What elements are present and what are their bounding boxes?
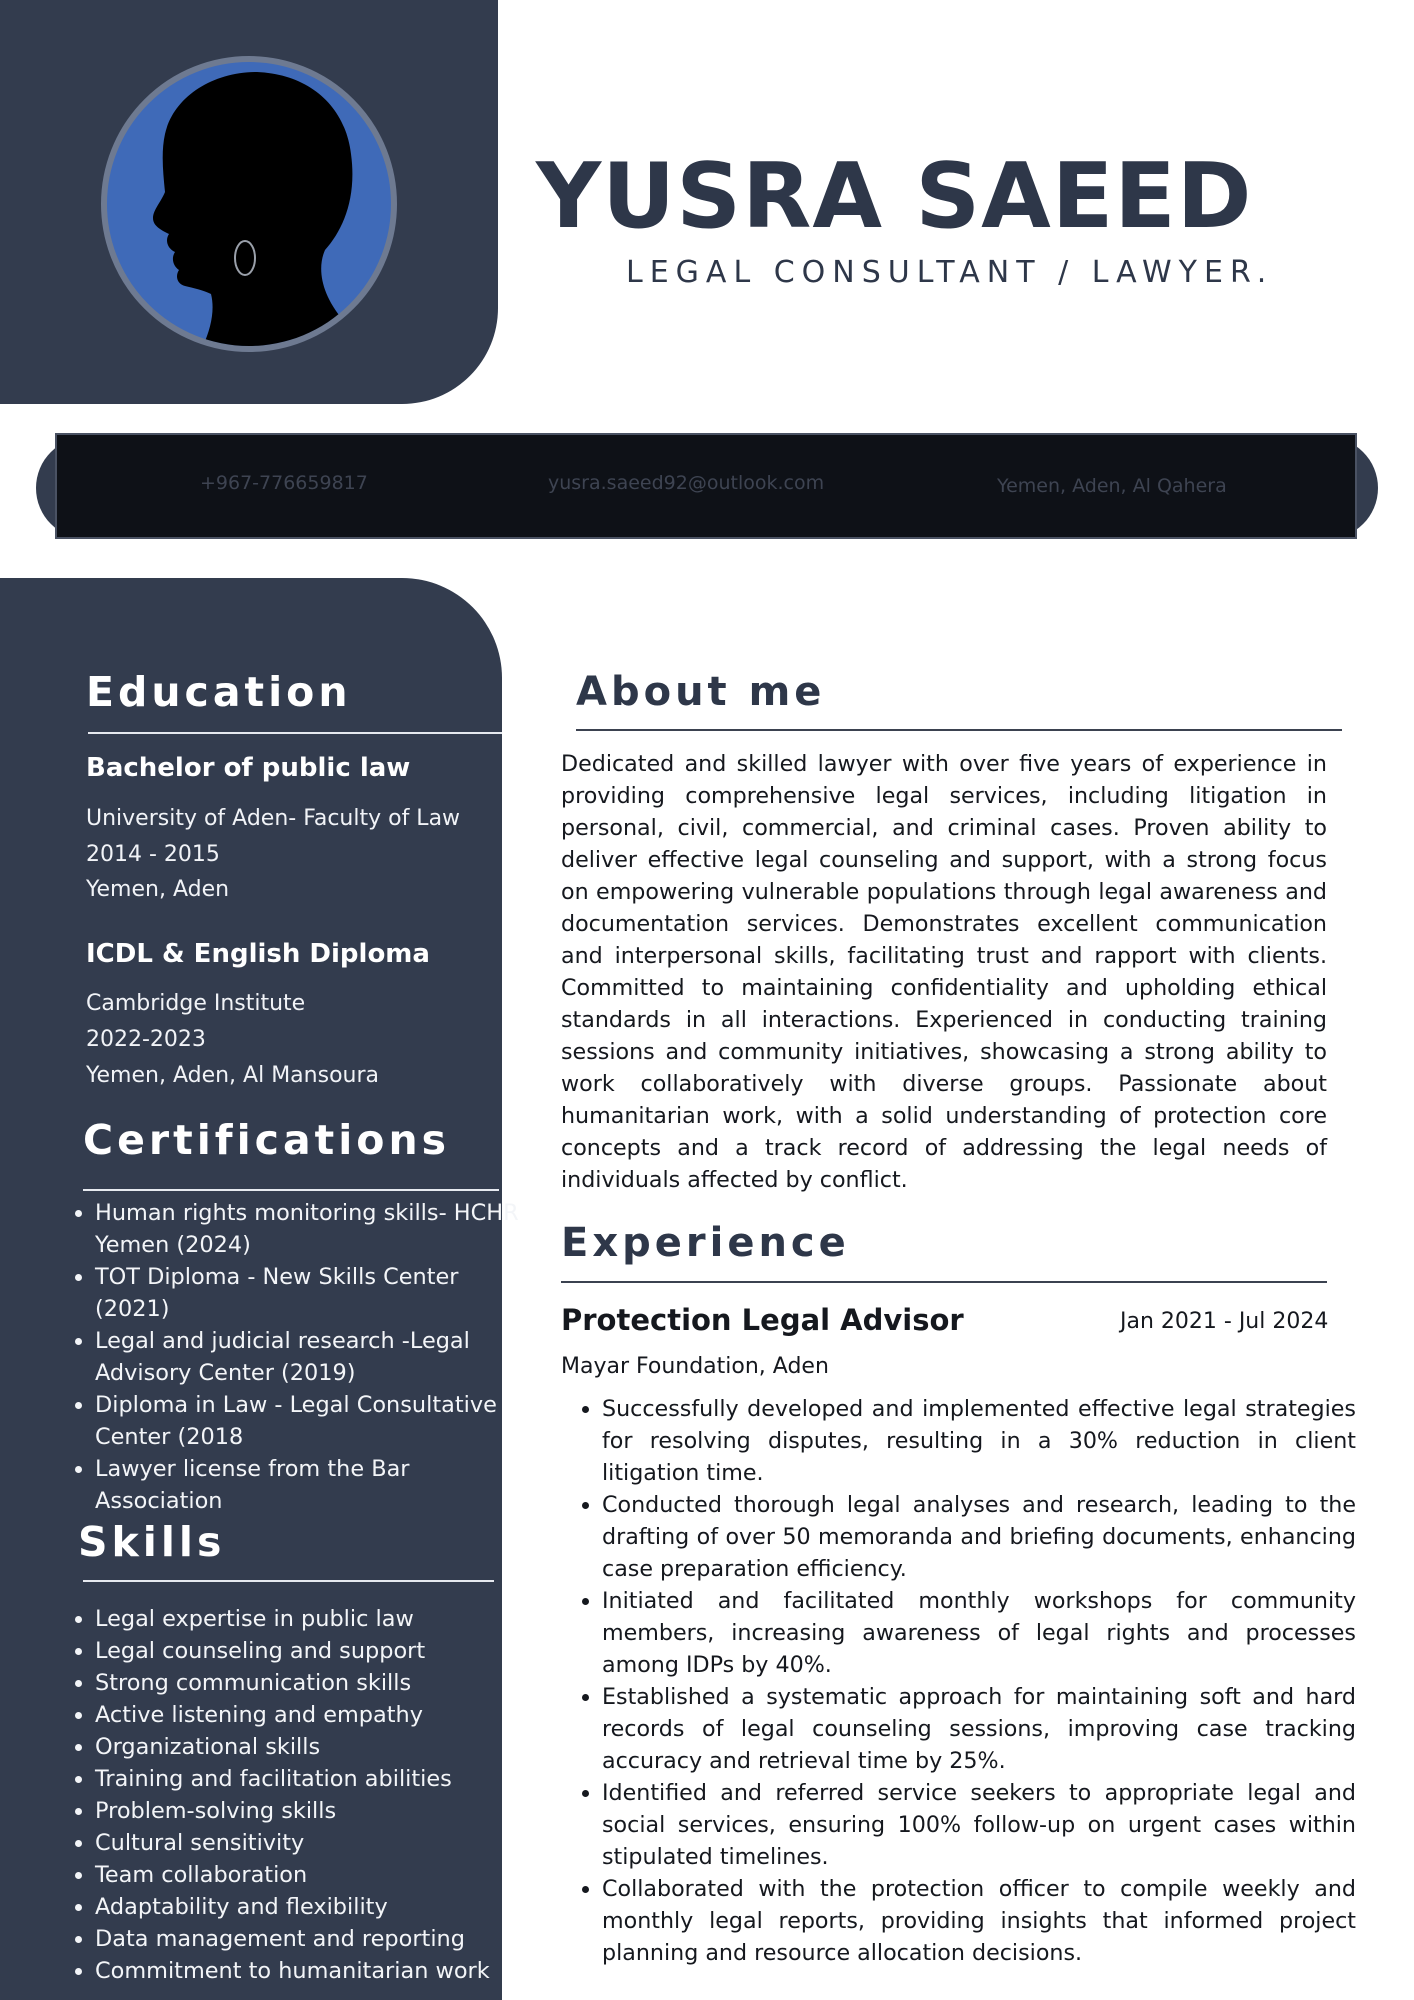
about-heading: About me	[576, 669, 826, 715]
skill-item: • Team collaboration	[95, 1859, 525, 1891]
contact-phone[interactable]: +967-776659817	[200, 472, 368, 494]
education-institution: Cambridge Institute	[86, 991, 306, 1016]
education-institution: University of Aden- Faculty of Law	[86, 806, 461, 831]
certification-item: • Diploma in Law - Legal Consultative Center (2018	[95, 1389, 525, 1453]
skill-item: • Strong communication skills	[95, 1667, 525, 1699]
person-profile-silhouette-icon	[107, 62, 391, 346]
skill-item: • Cultural sensitivity	[95, 1827, 525, 1859]
certification-item: • Human rights monitoring skills- HCHR Yemen (2024)	[95, 1197, 525, 1261]
skill-item: • Legal counseling and support	[95, 1635, 525, 1667]
job-bullet: • Established a systematic approach for maintaining soft and hard records of legal counseling sessions, improving case tracking accuracy and retrieval time by 25%.	[602, 1681, 1356, 1777]
job-bullet: • Identified and referred service seekers to appropriate legal and social services, ensuring 100% follow-up on urgent cases within stipulated timelines.	[602, 1777, 1356, 1873]
skill-item: • Problem-solving skills	[95, 1795, 525, 1827]
candidate-name: YUSRA SAEED	[536, 144, 1253, 249]
education-years: 2022-2023	[86, 1027, 206, 1052]
job-bullet: • Initiated and facilitated monthly workshops for community members, increasing awareness of legal rights and processes among IDPs by 40%.	[602, 1585, 1356, 1681]
about-text: Dedicated and skilled lawyer with over five years of experience in providing comprehensive legal services, including litigation in personal, civil, commercial, and criminal cases. Proven ability to deliver effective legal counseling and support, with a strong focus on empowering vulnerable populations through legal awareness and documentation services. Demonstrates excellent communication and interpersonal skills, facilitating trust and rapport with clients. Committed to maintaining confidentiality and upholding ethical standards in all interactions. Experienced in conducting training sessions and community initiatives, showcasing a strong ability to work collaboratively with diverse groups. Passionate about humanitarian work, with a solid understanding of protection core concepts and a track record of addressing the legal needs of individuals affected by conflict.	[561, 751, 1327, 1193]
education-divider	[88, 732, 502, 734]
skill-item: • Adaptability and flexibility	[95, 1891, 525, 1923]
education-title: Bachelor of public law	[86, 753, 411, 783]
job-bullets	[573, 1393, 1356, 1969]
experience-divider	[561, 1281, 1327, 1283]
education-location: Yemen, Aden, Al Mansoura	[86, 1063, 379, 1088]
skills-heading: Skills	[78, 1518, 226, 1566]
certification-item: • TOT Diploma - New Skills Center (2021)	[95, 1261, 525, 1325]
skill-item: • Legal expertise in public law	[95, 1603, 525, 1635]
contact-location: Yemen, Aden, Al Qahera	[997, 475, 1227, 497]
contact-email[interactable]: yusra.saeed92@outlook.com	[548, 472, 825, 494]
education-location: Yemen, Aden	[86, 877, 230, 902]
skills-divider	[83, 1580, 494, 1582]
job-bullet: • Successfully developed and implemented effective legal strategies for resolving disputes, resulting in a 30% reduction in client litigation time.	[602, 1393, 1356, 1489]
photo-panel	[0, 0, 498, 404]
job-title: Protection Legal Advisor	[561, 1303, 964, 1337]
certifications-list	[66, 1197, 525, 1517]
job-dates: Jan 2021 - Jul 2024	[1120, 1309, 1329, 1334]
skills-list	[66, 1603, 525, 1987]
about-divider	[576, 729, 1342, 731]
candidate-role: LEGAL CONSULTANT / LAWYER.	[626, 255, 1274, 290]
skill-item: • Data management and reporting	[95, 1923, 525, 1955]
certifications-heading: Certifications	[83, 1116, 451, 1164]
skill-item: • Training and facilitation abilities	[95, 1763, 525, 1795]
education-heading: Education	[86, 668, 352, 716]
certification-item: • Lawyer license from the Bar Association	[95, 1453, 525, 1517]
job-organization: Mayar Foundation, Aden	[561, 1354, 829, 1379]
job-bullet: • Collaborated with the protection officer to compile weekly and monthly legal reports, providing insights that informed project planning and resource allocation decisions.	[602, 1873, 1356, 1969]
skill-item: • Active listening and empathy	[95, 1699, 525, 1731]
job-bullet: • Conducted thorough legal analyses and research, leading to the drafting of over 50 memoranda and briefing documents, enhancing case preparation efficiency.	[602, 1489, 1356, 1585]
education-years: 2014 - 2015	[86, 842, 220, 867]
education-title: ICDL & English Diploma	[86, 939, 430, 969]
certification-item: • Legal and judicial research -Legal Advisory Center (2019)	[95, 1325, 525, 1389]
experience-heading: Experience	[561, 1220, 850, 1266]
skill-item: • Commitment to humanitarian work	[95, 1955, 525, 1987]
skill-item: • Organizational skills	[95, 1731, 525, 1763]
avatar	[101, 56, 397, 352]
certifications-divider	[83, 1189, 499, 1191]
